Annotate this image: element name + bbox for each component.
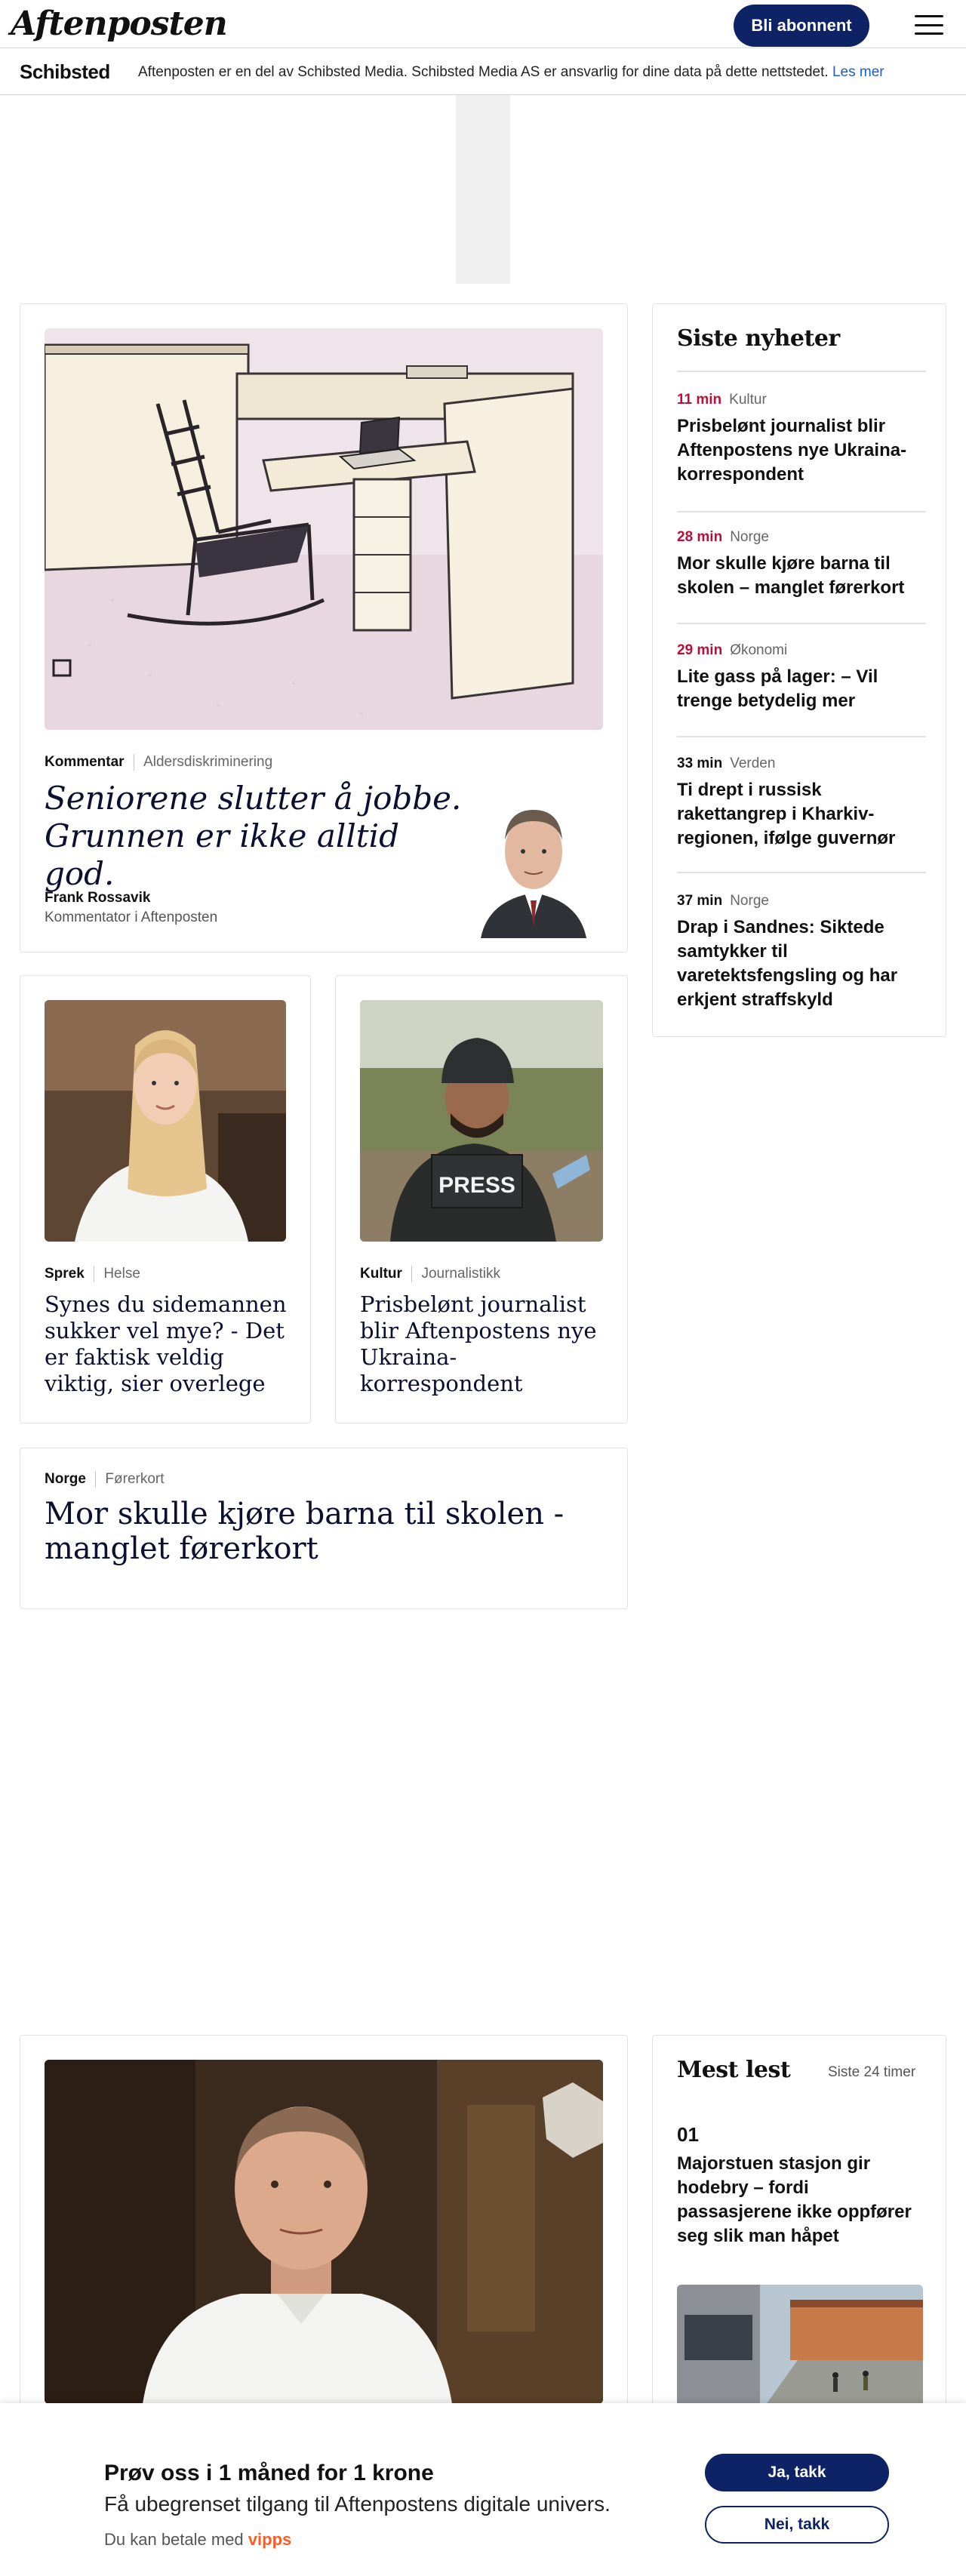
item-category: Økonomi [730,642,788,658]
section-label[interactable]: Sprek [45,1266,85,1282]
most-read-panel [652,2035,946,2412]
author-name: Frank Rossavik [45,890,151,906]
lead-headline[interactable]: Seniorene slutter å jobbe. Grunnen er ikke alltid god. [45,780,462,892]
latest-item[interactable] [653,756,946,869]
item-time: 29 min [677,642,723,658]
section-label[interactable]: Kultur [360,1266,402,1282]
topic-label[interactable]: Helse [103,1266,140,1282]
sprek-tagline [45,1266,140,1282]
section-label[interactable]: Kommentar [45,754,125,770]
most-read-title: Mest lest [677,2057,791,2083]
article-card-kultur[interactable] [335,975,628,1423]
item-category: Norge [730,529,769,545]
lead-article-image [45,328,603,730]
item-time: 28 min [677,529,723,545]
article-image-man-portrait [45,2060,603,2404]
item-category: Kultur [729,392,767,408]
topic-label[interactable]: Aldersdiskriminering [143,754,273,770]
latest-item[interactable] [653,893,946,1029]
latest-item[interactable] [653,642,946,733]
item-headline[interactable]: Prisbelønt journalist blir Aftenpostens nye Ukraina-korrespondent [677,416,907,485]
item-headline[interactable]: Mor skulle kjøre barna til skolen – manglet førerkort [677,553,905,598]
author-role: Kommentator i Aftenposten [45,909,218,925]
article-card-norge[interactable] [20,1448,628,1609]
most-read-image-station [677,2285,923,2413]
latest-news-panel [652,303,946,1037]
sprek-headline[interactable]: Synes du sidemannen sukker vel mye? - Det er faktisk veldig viktig, sier overlege [45,1291,287,1396]
most-read-headline[interactable]: Majorstuen stasjon gir hodebry – fordi passasjerene ikke oppfører seg slik man håpet [677,2153,912,2246]
kultur-headline[interactable]: Prisbelønt journalist blir Aftenpostens nye Ukraina-korrespondent [360,1291,597,1396]
item-time: 11 min [677,392,722,408]
article-card-portrait[interactable] [20,2035,628,2412]
schibsted-notice-bar [0,48,966,95]
article-image-doctor [45,1000,286,1242]
press-vest-label: PRESS [438,1173,515,1198]
item-category: Verden [730,756,776,771]
norge-tagline [45,1471,165,1488]
topic-label[interactable]: Journalistikk [421,1266,500,1282]
latest-item[interactable] [653,529,946,620]
most-read-period: Siste 24 timer [828,2064,916,2080]
kultur-tagline [360,1266,500,1282]
lead-tagline [45,754,272,771]
section-label[interactable]: Norge [45,1471,86,1487]
schibsted-notice-text: Aftenposten er en del av Schibsted Media. Schibsted Media AS er ansvarlig for dine data på dette nettstedet. [138,64,829,80]
topic-label[interactable]: Førerkort [105,1471,165,1487]
decline-offer-button[interactable]: Nei, takk [705,2506,889,2544]
schibsted-logo[interactable]: Schibsted [20,60,110,83]
read-more-link[interactable]: Les mer [832,64,884,80]
article-card-sprek[interactable] [20,975,311,1423]
site-header [0,0,966,48]
offer-title: Prøv oss i 1 måned for 1 krone [104,2461,434,2485]
author-portrait [466,787,601,938]
menu-icon[interactable] [915,15,943,35]
offer-payment-note [104,2530,291,2550]
latest-news-title: Siste nyheter [677,325,840,352]
article-image-journalist [360,1000,603,1242]
aftenposten-logo[interactable]: Aftenposten [11,5,227,43]
schibsted-notice [138,64,884,81]
item-time: 37 min [677,893,723,909]
pay-text: Du kan betale med [104,2530,244,2549]
vipps-logo: vipps [248,2530,292,2549]
subscribe-button[interactable]: Bli abonnent [734,5,869,47]
norge-headline[interactable]: Mor skulle kjøre barna til skolen - manglet førerkort [45,1497,565,1566]
item-headline[interactable]: Drap i Sandnes: Siktede samtykker til varetektsfengsling og har erkjent straffskyld [677,917,898,1010]
accept-offer-button[interactable]: Ja, takk [705,2454,889,2491]
item-time: 33 min [677,756,723,771]
offer-subtitle: Få ubegrenset tilgang til Aftenpostens digitale univers. [104,2492,611,2516]
latest-item[interactable] [653,392,946,505]
lead-article-card[interactable] [20,303,628,953]
item-headline[interactable]: Lite gass på lager: – Vil trenge betydelig mer [677,666,878,711]
most-read-rank: 01 [677,2123,699,2146]
item-headline[interactable]: Ti drept i russisk rakettangrep i Kharkiv-regionen, ifølge guvernør [677,780,896,848]
item-category: Norge [730,893,769,909]
ad-placeholder [456,95,510,284]
